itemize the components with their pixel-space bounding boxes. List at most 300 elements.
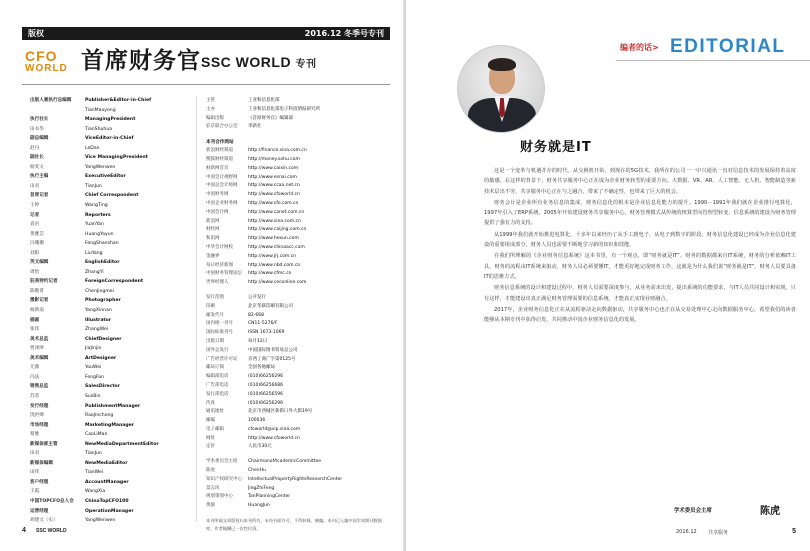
- staff-name: OperationManager: [85, 508, 134, 514]
- info-key: 规划策划中心: [206, 494, 233, 500]
- staff-name: ChiefDesigner: [85, 336, 122, 342]
- info-value: http://www.hexun.com: [248, 236, 299, 242]
- staff-row: [30, 487, 190, 497]
- info-key: 主办: [206, 106, 215, 112]
- info-row: [206, 443, 386, 452]
- staff-name: Chief Correspondent: [85, 193, 139, 199]
- staff-row: [30, 125, 190, 135]
- staff-name: RaoJinchong: [85, 413, 114, 419]
- staff-row: [30, 382, 190, 392]
- staff-row: [30, 106, 190, 116]
- info-value: http://www.sina.com.cn: [248, 218, 301, 224]
- info-value: CN11-5276/F: [248, 321, 278, 327]
- signature: [674, 502, 796, 516]
- article-paragraph: 财务信息系统的设计和建设过程中，财务人员需要深度参与，从业务需求出发，提出系统的功能要求，与IT人员共同设计和实现。只有这样，才能建设出真正满足财务管理需要的信息系统，才能真正实现业财融合。: [484, 285, 796, 302]
- info-key: 中国总会计师网: [206, 183, 238, 189]
- info-key: 搜狐财经频道: [206, 156, 233, 162]
- staff-role: 杨新南: [30, 308, 44, 314]
- world-logo-text: WORLD: [25, 63, 68, 74]
- staff-name: Vice ManagingPresident: [85, 155, 148, 161]
- info-value: (010)66256596: [248, 391, 284, 397]
- staff-row: [30, 172, 190, 182]
- staff-name: MarketingManager: [85, 422, 135, 428]
- info-row: [206, 338, 386, 347]
- right-footer-date: 2016.12: [676, 529, 697, 535]
- author-photo: [457, 45, 545, 133]
- staff-name: ViceEditor-in-Chief: [85, 136, 134, 142]
- staff-name: TianJun: [85, 183, 102, 189]
- info-key: 发行范围: [206, 294, 224, 300]
- info-row: [206, 467, 386, 476]
- info-value: ChairmanofAcademicCommittee: [248, 459, 322, 465]
- staff-name: TianMaoyong: [85, 107, 116, 113]
- article-paragraph: 在我们所理解的《企业财务信息系统》这本书里，有一个观点，即“财务就是IT”。财务的数据都来自IT系统，财务的分析依赖IT工具，财务的流程由IT系统来驱动，财务人员必须要懂IT，才能更好地完成财务工作。这就是为什么我们说“财务就是IT”，财务人员要具备IT的思维方式。: [484, 253, 796, 280]
- info-value: 中国国际图书贸易总公司: [248, 347, 298, 353]
- info-key: 学术委员会主席: [206, 459, 238, 465]
- info-key: 新浪网: [206, 218, 220, 224]
- info-row: [206, 165, 386, 174]
- staff-role: 副社长: [30, 155, 44, 161]
- info-value: 82-668: [248, 312, 264, 318]
- cfo-world-logo: [25, 48, 79, 76]
- staff-name: YouWei: [85, 365, 102, 371]
- editorial-en-label: EDITORIAL: [670, 36, 786, 57]
- staff-role: 市场经理: [30, 422, 49, 428]
- info-value: 每月12日: [248, 338, 268, 344]
- masthead-en-name: SSC WORLD: [201, 54, 292, 70]
- staff-name: LeDan: [85, 145, 100, 151]
- staff-name: ForeignCorrespondent: [85, 279, 144, 285]
- staff-role: 中国TOPCFO总人会: [30, 498, 74, 504]
- info-key: 每日经济新闻: [206, 262, 233, 268]
- masthead-logo: [25, 46, 385, 80]
- staff-name: NewMediaDepartmentEditor: [85, 441, 159, 447]
- staff-row: [30, 306, 190, 316]
- left-page-number: 4: [22, 527, 26, 534]
- staff-name: SalesDirector: [85, 384, 120, 390]
- staff-name: EnglishEditor: [85, 260, 120, 266]
- info-row: [206, 493, 386, 502]
- staff-row: [30, 287, 190, 297]
- info-value: TanPlanningCenter: [248, 494, 291, 500]
- info-row: [206, 209, 386, 218]
- editorial-header: [606, 36, 796, 58]
- masthead-en-suffix: 专刊: [295, 59, 317, 70]
- staff-role: 客户经理: [30, 479, 49, 485]
- left-top-bar: [22, 27, 390, 40]
- info-value: http://money.sohu.com: [248, 156, 300, 162]
- staff-name: ExecutiveEditor: [85, 174, 126, 180]
- info-value: 《首席财务官》编辑部: [248, 115, 293, 121]
- info-key: 中国企业财务网: [206, 200, 238, 206]
- info-key: 主管: [206, 98, 215, 103]
- staff-row: [30, 335, 190, 345]
- staff-name: ManagingPresident: [85, 117, 136, 123]
- staff-row: [30, 201, 190, 211]
- info-value: http://www.jrj.com.cn: [248, 253, 296, 259]
- info-row: [206, 347, 386, 356]
- info-value: http://www.cfo.com.cn: [248, 200, 299, 206]
- staff-role: 黄雅芸: [30, 231, 44, 237]
- info-key: 编辑部电话: [206, 374, 229, 380]
- staff-role: 英文编辑: [30, 260, 49, 266]
- staff-name: YuanYan: [85, 222, 104, 228]
- info-value: http://www.ccaa.net.cn: [248, 183, 300, 189]
- info-value: http://www.esnai.com: [248, 174, 297, 180]
- publication-info: [206, 97, 386, 533]
- staff-role: 销售总监: [30, 384, 49, 390]
- staff-row: [30, 220, 190, 230]
- staff-role: 执行主编: [30, 174, 49, 180]
- info-value: http://www.caixin.com: [248, 165, 299, 171]
- staff-name: ChinaTopCFO100: [85, 498, 129, 504]
- signature-title: 学术委员会主席: [674, 508, 712, 514]
- info-row: [206, 417, 386, 426]
- staff-name: CaoLiMan: [85, 432, 108, 438]
- staff-role: 尤薇: [30, 365, 40, 371]
- staff-name: TianWei: [85, 470, 104, 476]
- info-key: 广告经营许可证: [206, 356, 238, 362]
- info-value: 工业和信息化部: [248, 98, 280, 103]
- staff-name: YangWenwen: [85, 518, 116, 524]
- staff-name: Reporters: [85, 212, 111, 218]
- info-row: [206, 147, 386, 156]
- photo-hair: [488, 58, 516, 71]
- staff-role: 饶洪嫦: [30, 413, 44, 419]
- info-key: 中国会计视野网: [206, 174, 238, 180]
- signature-name: 陈虎: [760, 506, 780, 517]
- info-row: [206, 435, 386, 444]
- article-title: 财务就是IT: [520, 140, 592, 155]
- staff-role: 冯法: [30, 374, 40, 380]
- staff-role: 发行经理: [30, 403, 49, 409]
- staff-role: 杨雯文: [30, 164, 44, 170]
- info-row: [206, 485, 386, 494]
- right-footer: [676, 528, 796, 540]
- staff-name: WangTing: [85, 203, 108, 209]
- staff-role: 苏苏: [30, 393, 40, 399]
- staff-row: [30, 230, 190, 240]
- staff-name: LiuYang: [85, 250, 103, 256]
- editorial-rule: [616, 60, 810, 61]
- info-row: [206, 123, 386, 132]
- staff-row: [30, 354, 190, 364]
- info-value: http://www.ceconline.com: [248, 280, 307, 286]
- left-page: [0, 0, 404, 551]
- info-value: 人民币30元: [248, 444, 272, 450]
- info-key: 国内统一刊号: [206, 321, 233, 327]
- article-paragraph: 从1999年我们就开始推进电算化，十多年以来经历了从手工到电子、从电子到数字的阶段。财务信息化建设已经成为企业信息化建设的重要组成部分，财务人员也需要不断地学习新的知识和技能。: [484, 231, 796, 249]
- info-row: [206, 262, 386, 271]
- info-value: http://www.canet.com.cn: [248, 209, 305, 215]
- staff-row: [30, 325, 190, 335]
- info-key: 邮发代号: [206, 312, 224, 318]
- staff-row: [30, 144, 190, 154]
- staff-row: [30, 373, 190, 383]
- staff-row: [30, 507, 190, 517]
- info-row: [206, 97, 386, 106]
- info-value: http://www.nbd.com.cn: [248, 262, 301, 268]
- staff-row: [30, 459, 190, 469]
- staff-role: 田君: [30, 451, 40, 457]
- info-row: [206, 502, 386, 511]
- masthead-en-title: [201, 54, 316, 70]
- info-row: [206, 320, 386, 329]
- info-row: [206, 364, 386, 373]
- article-paragraph: 这是一个变革与机遇并存的时代。从交换机开始，到现在的5G技术，我所在的公司一一中兴通讯一直对信息技术的发展保持着高度的敏感。在这样的背景下，财务共享服务中心正在成为企业财务转型的重要方向。大数据、VR、AR、人工智能、无人机、智能制造等新技术层出不穷，共享服务中心正在与之融合，带来了不确定性，也带来了巨大的机会。: [484, 168, 796, 195]
- staff-row: [30, 182, 190, 192]
- info-key: 定价: [206, 444, 215, 450]
- info-row: [206, 373, 386, 382]
- info-value: 全国各地邮局: [248, 365, 275, 371]
- info-key: 广告部电话: [206, 382, 229, 388]
- info-value: http://www.caijing.com.cn: [248, 227, 307, 233]
- staff-name: Photographer: [85, 298, 121, 304]
- staff-name: ZhangWei: [85, 327, 109, 333]
- info-row: [206, 400, 386, 409]
- staff-role: 袁岩: [30, 222, 40, 228]
- info-key: 网址: [206, 435, 215, 441]
- staff-name: Illustrator: [85, 317, 112, 323]
- left-footer-mag: SSC WORLD: [36, 528, 67, 534]
- info-key: 财经网: [206, 227, 220, 233]
- article-paragraph: 财务会计是企业所有业务信息的集成，财务信息化的根本是企业信息化能力的提升。1990－1991年我们就在企业推行电算化，1997年引入了ERP系统，2005年开始建设财务共享服务中心，财务管理模式从传统的核算型向管理型转变，信息系统的建设为财务管理提供了强有力的支持。: [484, 199, 796, 227]
- info-value: (010)66256296: [248, 400, 284, 406]
- info-key: 电子邮箱: [206, 426, 224, 432]
- info-key: 新浪财经频道: [206, 148, 233, 154]
- staff-name: YangXinnan: [85, 308, 112, 314]
- right-page: [406, 0, 810, 551]
- staff-role: 冯珊珊: [30, 241, 44, 247]
- staff-role: 美术编辑: [30, 355, 49, 361]
- staff-name: YangWenwen: [85, 164, 116, 170]
- info-key: 印刷: [206, 303, 215, 309]
- staff-row: [30, 239, 190, 249]
- info-value: 北京华联印刷有限公司: [248, 303, 293, 309]
- info-key: 中国财务管理论坛: [206, 271, 242, 277]
- info-key: 财新网首页: [206, 165, 229, 171]
- staff-name: TianShuhua: [85, 126, 113, 132]
- info-key: 邮编: [206, 418, 215, 424]
- info-row: [206, 458, 386, 467]
- info-key: 中华会计网校: [206, 244, 233, 250]
- staff-name: JiaJinjin: [85, 346, 102, 352]
- staff-role: 王霞: [30, 489, 40, 495]
- copyright-note: 本刊所载文章版权归本刊所有，未经书面许可，不得转载、摘编。本刊已入编中国学术期刊数据库，作者稿酬已一次性付清。: [206, 518, 382, 532]
- info-value: cfoworld@vip.sina.com: [248, 426, 301, 432]
- info-row: [206, 303, 386, 312]
- staff-row: [30, 163, 190, 173]
- article-body: [484, 166, 796, 326]
- staff-role: 田书华: [30, 126, 44, 132]
- staff-role: 新媒体部主管: [30, 441, 58, 447]
- info-value: 工业和信息化部电子科技情报研究所: [248, 106, 320, 112]
- info-value: (010)66256296: [248, 374, 284, 380]
- staff-row: [30, 258, 190, 268]
- staff-role: 胡建文（实）: [30, 518, 58, 524]
- staff-role: 驻美特约记者: [30, 279, 58, 285]
- info-row: [206, 356, 386, 365]
- staff-name: FengFan: [85, 374, 104, 380]
- info-key: 知识产权研究中心: [206, 476, 242, 482]
- info-row: [206, 235, 386, 244]
- info-row: [206, 115, 386, 124]
- staff-role: 刘阳: [30, 250, 40, 256]
- staff-role: 插画: [30, 317, 40, 323]
- info-row: [206, 329, 386, 338]
- info-key: 和讯网: [206, 236, 220, 242]
- staff-list: [30, 96, 190, 526]
- staff-row: [30, 516, 190, 526]
- info-row: [206, 226, 386, 235]
- left-footer: [22, 527, 390, 539]
- masthead-cn-title: 首席财务官: [81, 48, 201, 74]
- staff-row: [30, 468, 190, 478]
- info-value: http://www.cfoworld.cn: [248, 435, 300, 441]
- info-row: [206, 218, 386, 227]
- info-value: HuangJun: [248, 503, 270, 509]
- staff-role: 赵丹: [30, 145, 40, 151]
- info-value: 公开发行: [248, 294, 266, 300]
- info-value: 京西工商广字第0125号: [248, 356, 296, 362]
- staff-role: 田君: [30, 183, 40, 189]
- staff-row: [30, 268, 190, 278]
- staff-name: ZhangYi: [85, 269, 104, 275]
- staff-role: 田伟: [30, 470, 40, 476]
- info-value: JingZhiFeng: [248, 485, 275, 491]
- staff-role: 出版人兼执行总编辑: [30, 98, 72, 103]
- staff-row: [30, 449, 190, 459]
- info-key: 编辑出版: [206, 115, 224, 121]
- staff-role: 执行社长: [30, 117, 49, 123]
- staff-name: AccountManager: [85, 479, 129, 485]
- staff-name: PublishmentManager: [85, 403, 141, 409]
- staff-role: 新媒体编辑: [30, 460, 53, 466]
- info-key: 驻京联合办公室: [206, 124, 238, 130]
- staff-name: ChenJingmei: [85, 288, 114, 294]
- right-page-number: 5: [792, 528, 796, 535]
- staff-row: [30, 115, 190, 125]
- staff-name: WangXia: [85, 489, 106, 495]
- info-row: [206, 408, 386, 417]
- info-key: 邮局订阅: [206, 365, 224, 371]
- staff-row: [30, 277, 190, 287]
- info-row: [206, 182, 386, 191]
- info-key: 中国财务网: [206, 192, 229, 198]
- staff-row: [30, 96, 190, 106]
- issue-label: 2016.12 冬季号专刊: [304, 29, 384, 38]
- column-divider: [196, 96, 197, 522]
- staff-role: 蔡雅: [30, 432, 40, 438]
- staff-row: [30, 392, 190, 402]
- info-row: [206, 106, 386, 115]
- staff-role: 周怡: [30, 269, 40, 275]
- staff-name: NewMediaEditor: [85, 460, 128, 466]
- info-row: [206, 426, 386, 435]
- staff-role: 贾津津: [30, 346, 44, 352]
- info-value: 100036: [248, 418, 266, 424]
- info-value: http://www.chinaacc.com: [248, 244, 305, 250]
- info-key: 出版日期: [206, 338, 224, 344]
- info-row: [206, 294, 386, 303]
- info-row: [206, 270, 386, 279]
- info-row: [206, 244, 386, 253]
- info-key: 世界经理人: [206, 280, 229, 286]
- staff-role: 美术总监: [30, 336, 49, 342]
- staff-name: Publisher&Editor-in-Chief: [85, 98, 152, 103]
- info-row: [206, 476, 386, 485]
- staff-row: [30, 411, 190, 421]
- info-value: IntellectualPropertyRightsResearchCenter: [248, 476, 343, 482]
- info-value: (010)66256686: [248, 382, 284, 388]
- staff-role: 运营经理: [30, 508, 49, 514]
- staff-row: [30, 478, 190, 488]
- staff-name: TianJun: [85, 451, 102, 457]
- staff-name: ArtDesigner: [85, 355, 117, 361]
- staff-row: [30, 296, 190, 306]
- staff-row: [30, 440, 190, 450]
- staff-row: [30, 363, 190, 373]
- info-value: ISSN 1673-1069: [248, 330, 285, 336]
- right-footer-section: 共享服务: [708, 530, 729, 536]
- info-row: [206, 382, 386, 391]
- info-key: 金融界: [206, 253, 220, 259]
- info-value: ChenHu: [248, 468, 266, 474]
- staff-row: [30, 316, 190, 326]
- info-row: [206, 174, 386, 183]
- info-key: 中国会计网: [206, 209, 229, 215]
- staff-role: 记者: [30, 212, 40, 218]
- staff-role: 首席记者: [30, 193, 49, 199]
- masthead-rule: [22, 84, 390, 85]
- staff-row: [30, 191, 190, 201]
- staff-row: [30, 249, 190, 259]
- staff-row: [30, 430, 190, 440]
- staff-role: 副总编辑: [30, 136, 49, 142]
- info-key: 黄骏: [206, 503, 215, 509]
- info-key: 陈虎: [206, 468, 215, 474]
- staff-row: [30, 421, 190, 431]
- staff-name: SusBin: [85, 393, 101, 399]
- info-row: [206, 279, 386, 288]
- info-value: 北京市西城区新街口外大街19号: [248, 409, 313, 415]
- info-key: 发行部电话: [206, 391, 229, 397]
- staff-row: [30, 402, 190, 412]
- info-key: 国外总发行: [206, 347, 229, 353]
- info-value: http://finance.sina.com.cn: [248, 148, 307, 154]
- staff-role: 摄影记者: [30, 298, 49, 304]
- info-row: [206, 391, 386, 400]
- cfo-logo-text: CFO: [25, 48, 58, 64]
- staff-name: FengShanshan: [85, 241, 119, 247]
- info-row: [206, 191, 386, 200]
- staff-role: 张玮: [30, 327, 40, 333]
- info-value: http://www.cfmc.cn: [248, 271, 292, 277]
- staff-row: [30, 344, 190, 354]
- info-key: 景志风: [206, 485, 220, 491]
- info-heading: 本刊合作网站: [206, 140, 234, 146]
- staff-role: 陈敬菁: [30, 288, 44, 294]
- staff-row: [30, 153, 190, 163]
- info-value: http://www.cfoworld.cn: [248, 192, 300, 198]
- info-row: [206, 156, 386, 165]
- info-row: [206, 312, 386, 321]
- staff-name: HuangYayun: [85, 231, 114, 237]
- staff-row: [30, 211, 190, 221]
- editorial-cn-label: 编者的话>: [620, 43, 659, 52]
- section-label: 版权: [28, 29, 44, 38]
- staff-row: [30, 134, 190, 144]
